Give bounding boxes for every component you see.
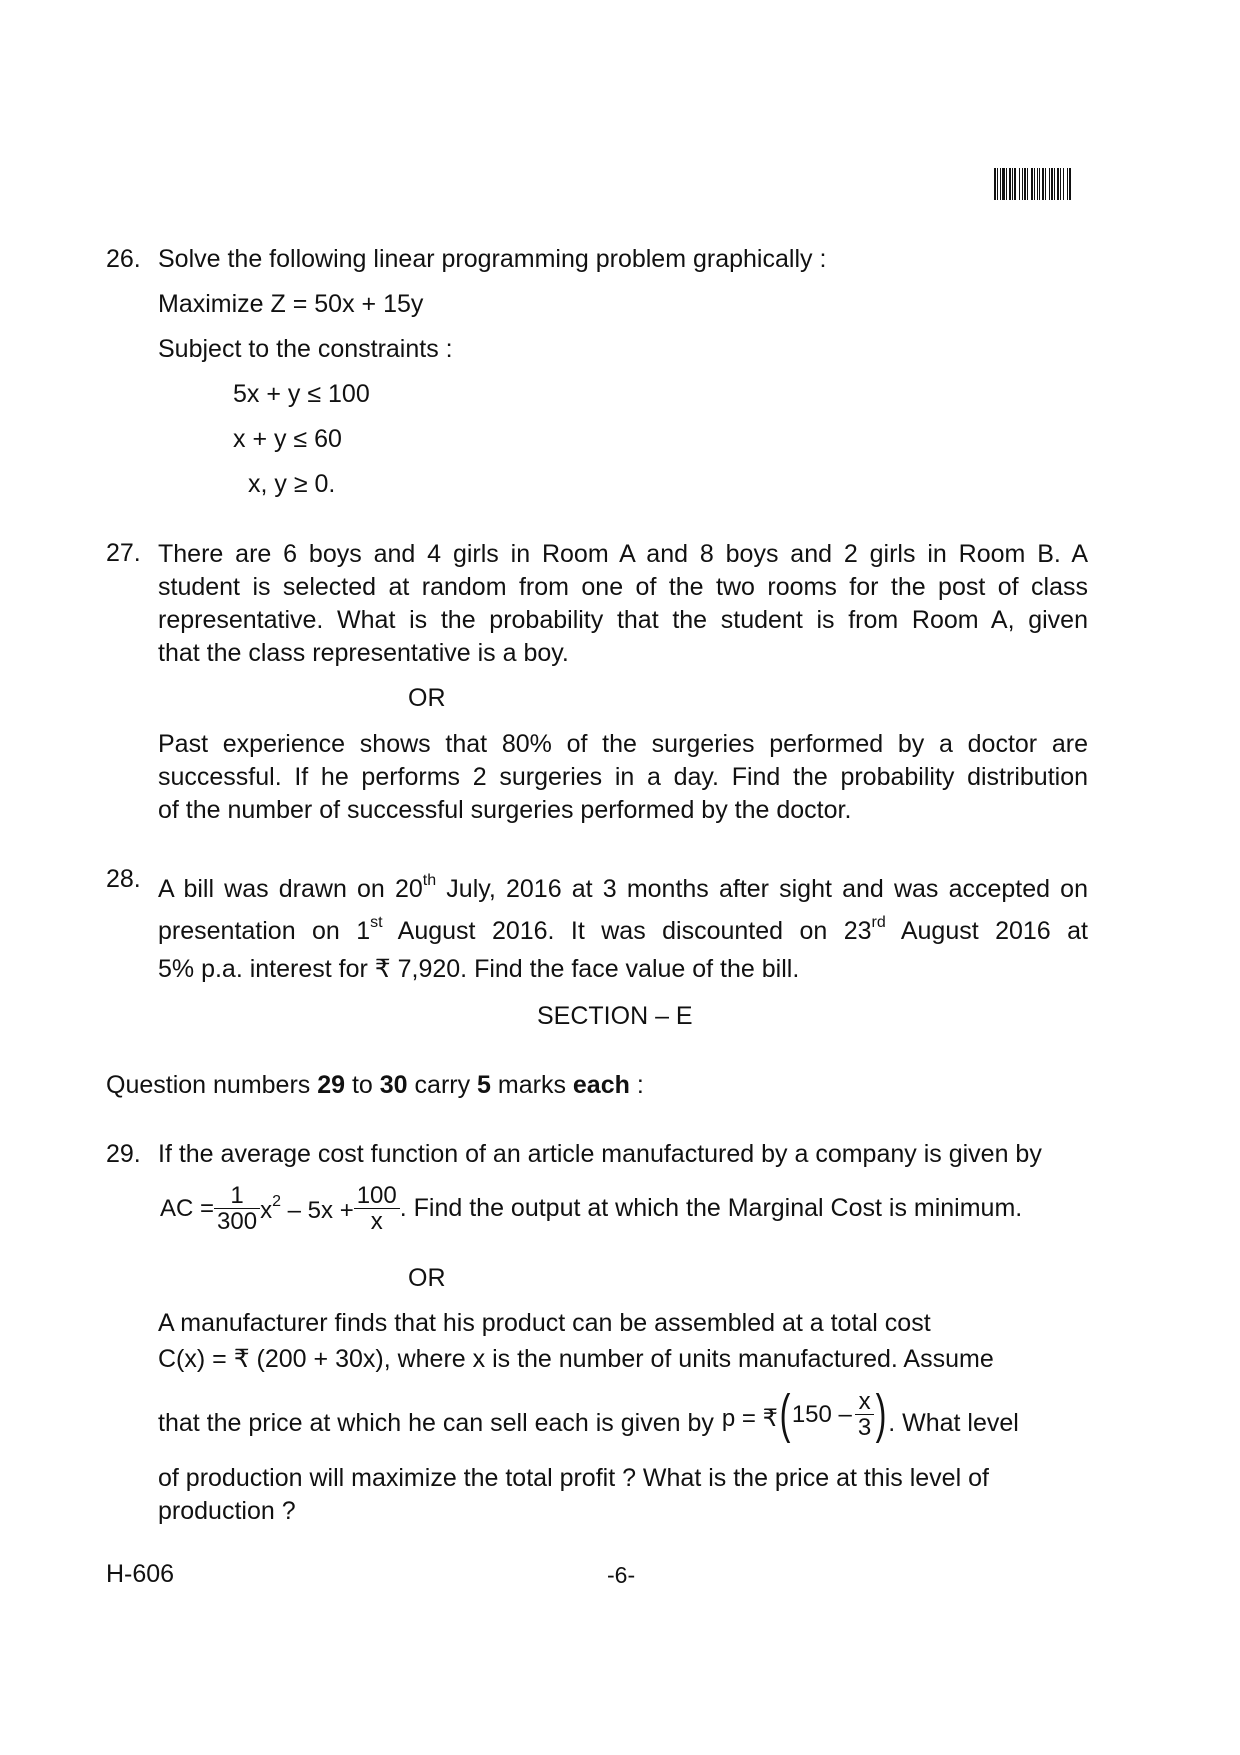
question-26-constraints-label: Subject to the constraints : [158, 335, 453, 363]
q28-line: 5% p.a. interest for ₹ 7,920. Find the face value of the bill. [158, 955, 800, 983]
constraint-1: 5x + y ≤ 100 [233, 380, 370, 408]
q29-alt-line-1: A manufacturer finds that his product can be assembled at a total cost [158, 1309, 931, 1337]
fraction-x-over-3: $\frac{x}{3}$ [855, 1389, 874, 1440]
q29-alt-line-3: that the price at which he can sell each is given by p = ₹ ( 150 – $\frac{x}{3}$ ) . What level [158, 1381, 1088, 1449]
question-28-number: 28. [106, 865, 141, 893]
q27-alt-line: of the number of successful surgeries performed by the doctor. [158, 796, 852, 824]
section-title: SECTION – E [537, 1002, 693, 1030]
question-29-text: If the average cost function of an article manufactured by a company is given by [158, 1140, 1042, 1168]
section-instructions: Question numbers 29 to 30 carry 5 marks each : [106, 1071, 644, 1099]
q27-line: student is selected at random from one of the two rooms for the post of class [158, 573, 1088, 601]
page-number: -6- [607, 1562, 636, 1588]
fraction-100-over-x: $\frac{100}{x}$ [354, 1183, 400, 1234]
constraint-2: x + y ≤ 60 [233, 425, 342, 453]
q27-line: that the class representative is a boy. [158, 639, 569, 667]
barcode [994, 168, 1140, 200]
constraint-3: x, y ≥ 0. [248, 470, 336, 498]
q29-or: OR [408, 1264, 446, 1292]
average-cost-equation: AC = $\frac{1}{300}$ $x^2 - 5x$ + $\frac{100}{x}$ . Find the output at which the Marginal Cost is minimum. [160, 1182, 1023, 1236]
fraction-1-over-300: $\frac{1}{300}$ [214, 1183, 260, 1234]
question-27-number: 27. [106, 539, 141, 567]
price-equation: p = ₹ ( 150 – $\frac{x}{3}$ ) [721, 1384, 887, 1444]
q27-line: There are 6 boys and 4 girls in Room A and 8 boys and 2 girls in Room B. A [158, 540, 1088, 568]
q27-or: OR [408, 684, 446, 712]
q29-alt-line-5: production ? [158, 1497, 296, 1525]
question-26-objective: Maximize Z = 50x + 15y [158, 290, 424, 318]
question-28-text [158, 864, 1088, 986]
question-27-text [158, 538, 1088, 670]
q28-line: A bill was drawn on 20th July, 2016 at 3 months after sight and was accepted on [158, 872, 1088, 903]
q27-line: representative. What is the probability that the student is from Room A, given [158, 606, 1088, 634]
q29-alt-line-2: C(x) = ₹ (200 + 30x), where x is the number of units manufactured. Assume [158, 1345, 994, 1373]
q27-alt-line: Past experience shows that 80% of the surgeries performed by a doctor are [158, 730, 1088, 758]
question-26-number: 26. [106, 245, 141, 273]
question-26-text: Solve the following linear programming problem graphically : [158, 245, 827, 273]
question-27-alternative [158, 728, 1088, 827]
q29-alt-line-4: of production will maximize the total profit ? What is the price at this level of [158, 1464, 989, 1492]
q28-line: presentation on 1st August 2016. It was discounted on 23rd August 2016 at [158, 914, 1088, 945]
question-29-number: 29. [106, 1140, 141, 1168]
paper-code: H-606 [106, 1560, 175, 1588]
q27-alt-line: successful. If he performs 2 surgeries in a day. Find the probability distribution [158, 763, 1088, 791]
